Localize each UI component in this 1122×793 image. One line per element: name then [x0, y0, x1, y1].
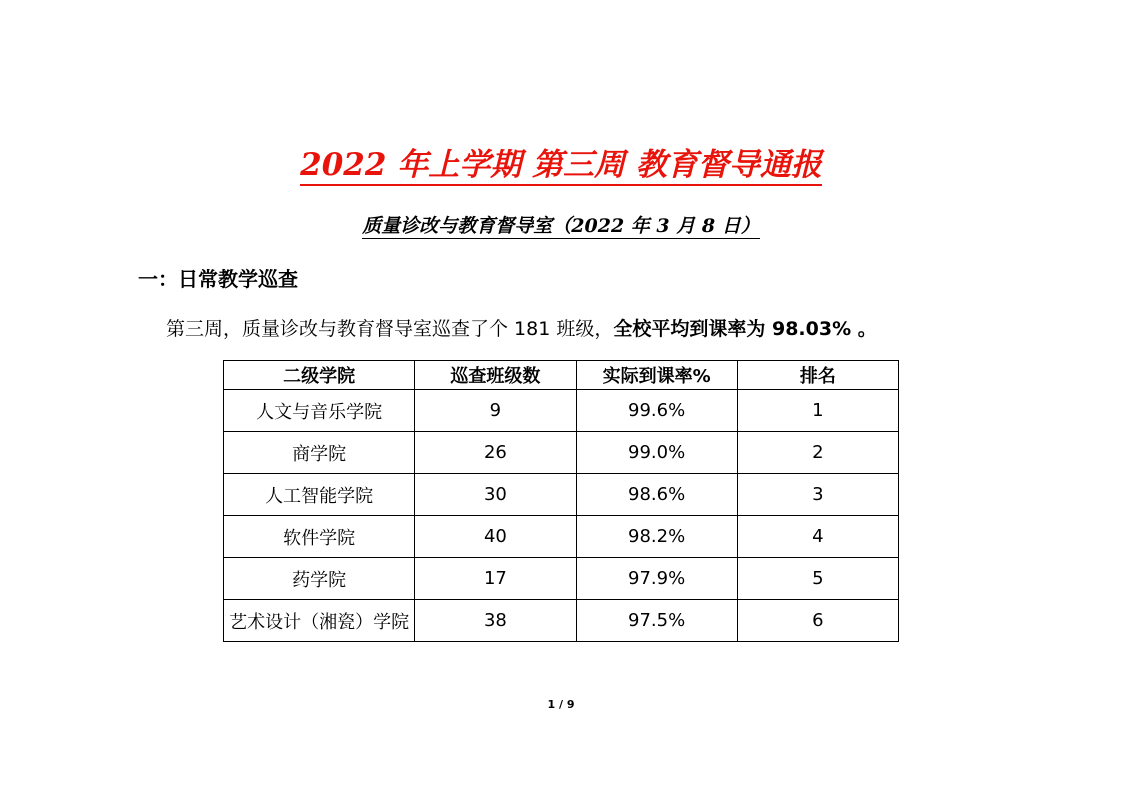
attendance-table	[223, 360, 899, 642]
table-row	[224, 558, 899, 600]
report-title-text: 2022 年上学期 第三周 教育督导通报	[300, 147, 822, 186]
cell-college: 艺术设计（湘瓷）学院	[224, 600, 415, 642]
cell-attendance-rate: 97.9%	[576, 558, 737, 600]
cell-class-count: 38	[415, 600, 576, 642]
cell-attendance-rate: 99.0%	[576, 432, 737, 474]
cell-attendance-rate: 99.6%	[576, 390, 737, 432]
cell-college: 人工智能学院	[224, 474, 415, 516]
cell-class-count: 17	[415, 558, 576, 600]
report-subtitle	[0, 212, 1122, 240]
cell-attendance-rate: 98.2%	[576, 516, 737, 558]
cell-rank: 1	[737, 390, 898, 432]
cell-class-count: 26	[415, 432, 576, 474]
summary-highlight: 全校平均到课率为 98.03% 。	[613, 318, 877, 340]
table-row	[224, 474, 899, 516]
cell-rank: 5	[737, 558, 898, 600]
cell-attendance-rate: 97.5%	[576, 600, 737, 642]
cell-rank: 3	[737, 474, 898, 516]
cell-college: 药学院	[224, 558, 415, 600]
cell-college: 人文与音乐学院	[224, 390, 415, 432]
page-number: 1 / 9	[547, 698, 575, 711]
section-heading: 一：日常教学巡查	[138, 267, 298, 291]
table-row	[224, 432, 899, 474]
report-subtitle-text: 质量诊改与教育督导室（2022 年 3 月 8 日）	[362, 215, 760, 237]
report-title	[0, 145, 1122, 185]
cell-college: 商学院	[224, 432, 415, 474]
summary-paragraph	[166, 315, 877, 343]
table-row	[224, 516, 899, 558]
summary-text: 第三周，质量诊改与教育督导室巡查了个 181 班级，	[166, 318, 614, 340]
header-class-count: 巡查班级数	[415, 361, 576, 390]
cell-class-count: 9	[415, 390, 576, 432]
cell-rank: 2	[737, 432, 898, 474]
cell-rank: 6	[737, 600, 898, 642]
table-row	[224, 390, 899, 432]
table-header-row	[224, 361, 899, 390]
header-college: 二级学院	[224, 361, 415, 390]
header-attendance-rate: 实际到课率%	[576, 361, 737, 390]
cell-college: 软件学院	[224, 516, 415, 558]
header-rank: 排名	[737, 361, 898, 390]
cell-attendance-rate: 98.6%	[576, 474, 737, 516]
cell-class-count: 30	[415, 474, 576, 516]
table-row	[224, 600, 899, 642]
cell-class-count: 40	[415, 516, 576, 558]
cell-rank: 4	[737, 516, 898, 558]
